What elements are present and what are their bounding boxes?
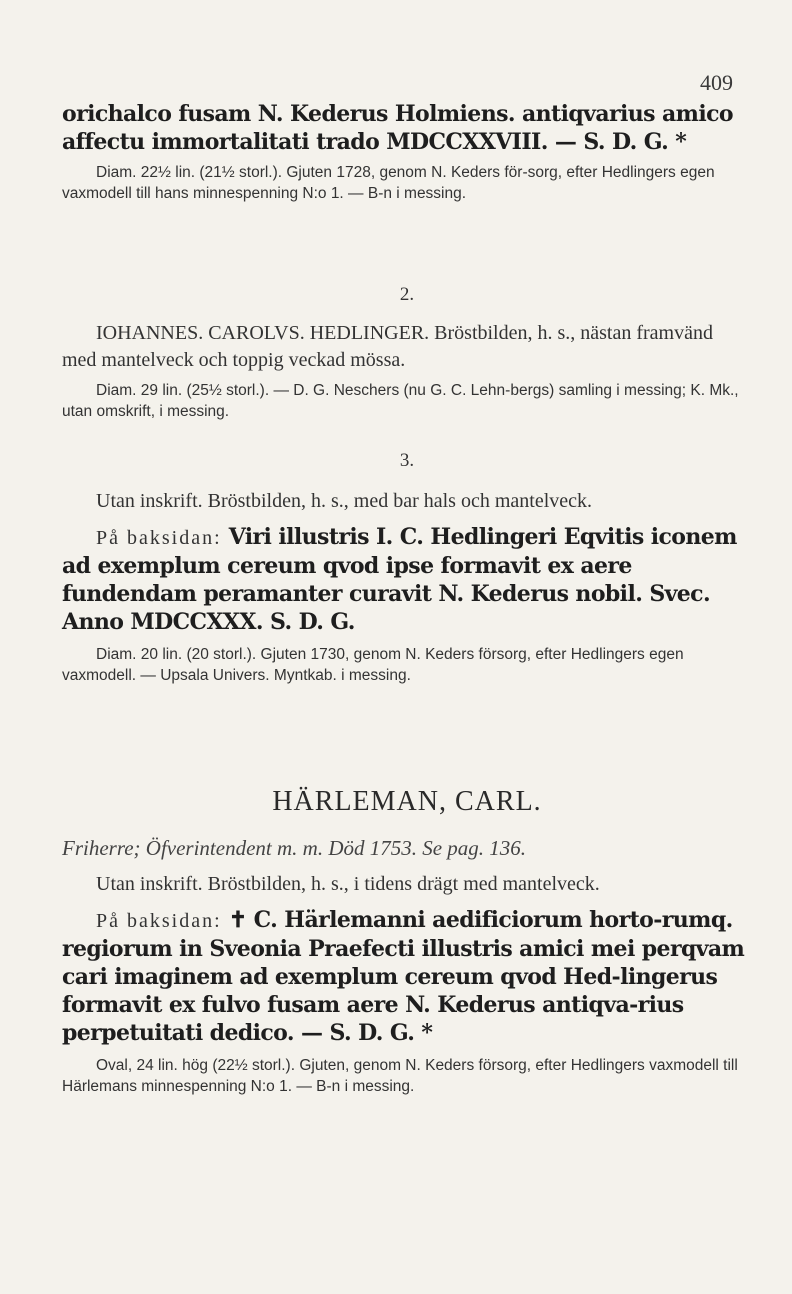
entry-2 [62, 284, 752, 422]
entry-2-description: IOHANNES. CAROLVS. HEDLINGER. Bröstbilden, h. s., nästan framvänd med mantelveck och toppig veckad mössa. [62, 322, 713, 371]
section-heading: HÄRLEMAN, CARL. [272, 786, 542, 817]
entry-1-inscription: orichalco fusam N. Kederus Holmiens. antiqvarius amico affectu immortalitati trado MDCCXXVIII. — S. D. G. * [62, 101, 733, 155]
entry-3-reverse-label: På baksidan: [96, 527, 222, 549]
entry-3-reverse-text: Viri illustris I. C. Hedlingeri Eqvitis iconem ad exemplum cereum qvod ipse formavit ex aere fundendam peramanter curavit N. Kederus nobil. Svec. Anno MDCCXXX. S. D. G. [62, 524, 737, 635]
section-subtitle: Friherre; Öfverintendent m. m. Död 1753. Se pag. 136. [62, 836, 527, 860]
entry-3-details: Diam. 20 lin. (20 storl.). Gjuten 1730, genom N. Keders försorg, efter Hedlingers egen vaxmodell. — Upsala Univers. Myntkab. i messing. [62, 646, 684, 684]
entry-2-number: 2. [399, 284, 415, 305]
entry-1 [62, 100, 752, 204]
entry-3-number: 3. [399, 450, 415, 471]
page-number: 409 [700, 70, 733, 95]
entry-1-description: Diam. 22½ lin. (21½ storl.). Gjuten 1728, genom N. Keders för-sorg, efter Hedlingers egen vaxmodell till hans minnespenning N:o 1. — B-n i messing. [62, 164, 715, 202]
section-reverse-text: ✝ C. Härlemanni aedificiorum horto-rumq. regiorum in Sveonia Praefecti illustris amici mei perqvam cari imaginem ad exemplum cereum qvod Hed-lingerus formavit ex fulvo fusam aere N. Kederus antiqva-rius perpetuitati dedico. — S. D. G. * [62, 907, 745, 1046]
entry-2-details: Diam. 29 lin. (25½ storl.). — D. G. Neschers (nu G. C. Lehn-bergs) samling i messing; K. Mk., utan omskrift, i messing. [62, 382, 739, 420]
section-reverse-label: På baksidan: [96, 910, 222, 932]
section-description: Utan inskrift. Bröstbilden, h. s., i tidens drägt med mantelveck. [96, 873, 600, 895]
section-harleman [62, 786, 752, 1097]
section-details: Oval, 24 lin. hög (22½ storl.). Gjuten, genom N. Keders försorg, efter Hedlingers vaxmodell till Härlemans minnespenning N:o 1. — B-n i messing. [62, 1057, 738, 1095]
entry-3-description: Utan inskrift. Bröstbilden, h. s., med bar hals och mantelveck. [96, 490, 593, 512]
entry-3 [62, 450, 752, 686]
